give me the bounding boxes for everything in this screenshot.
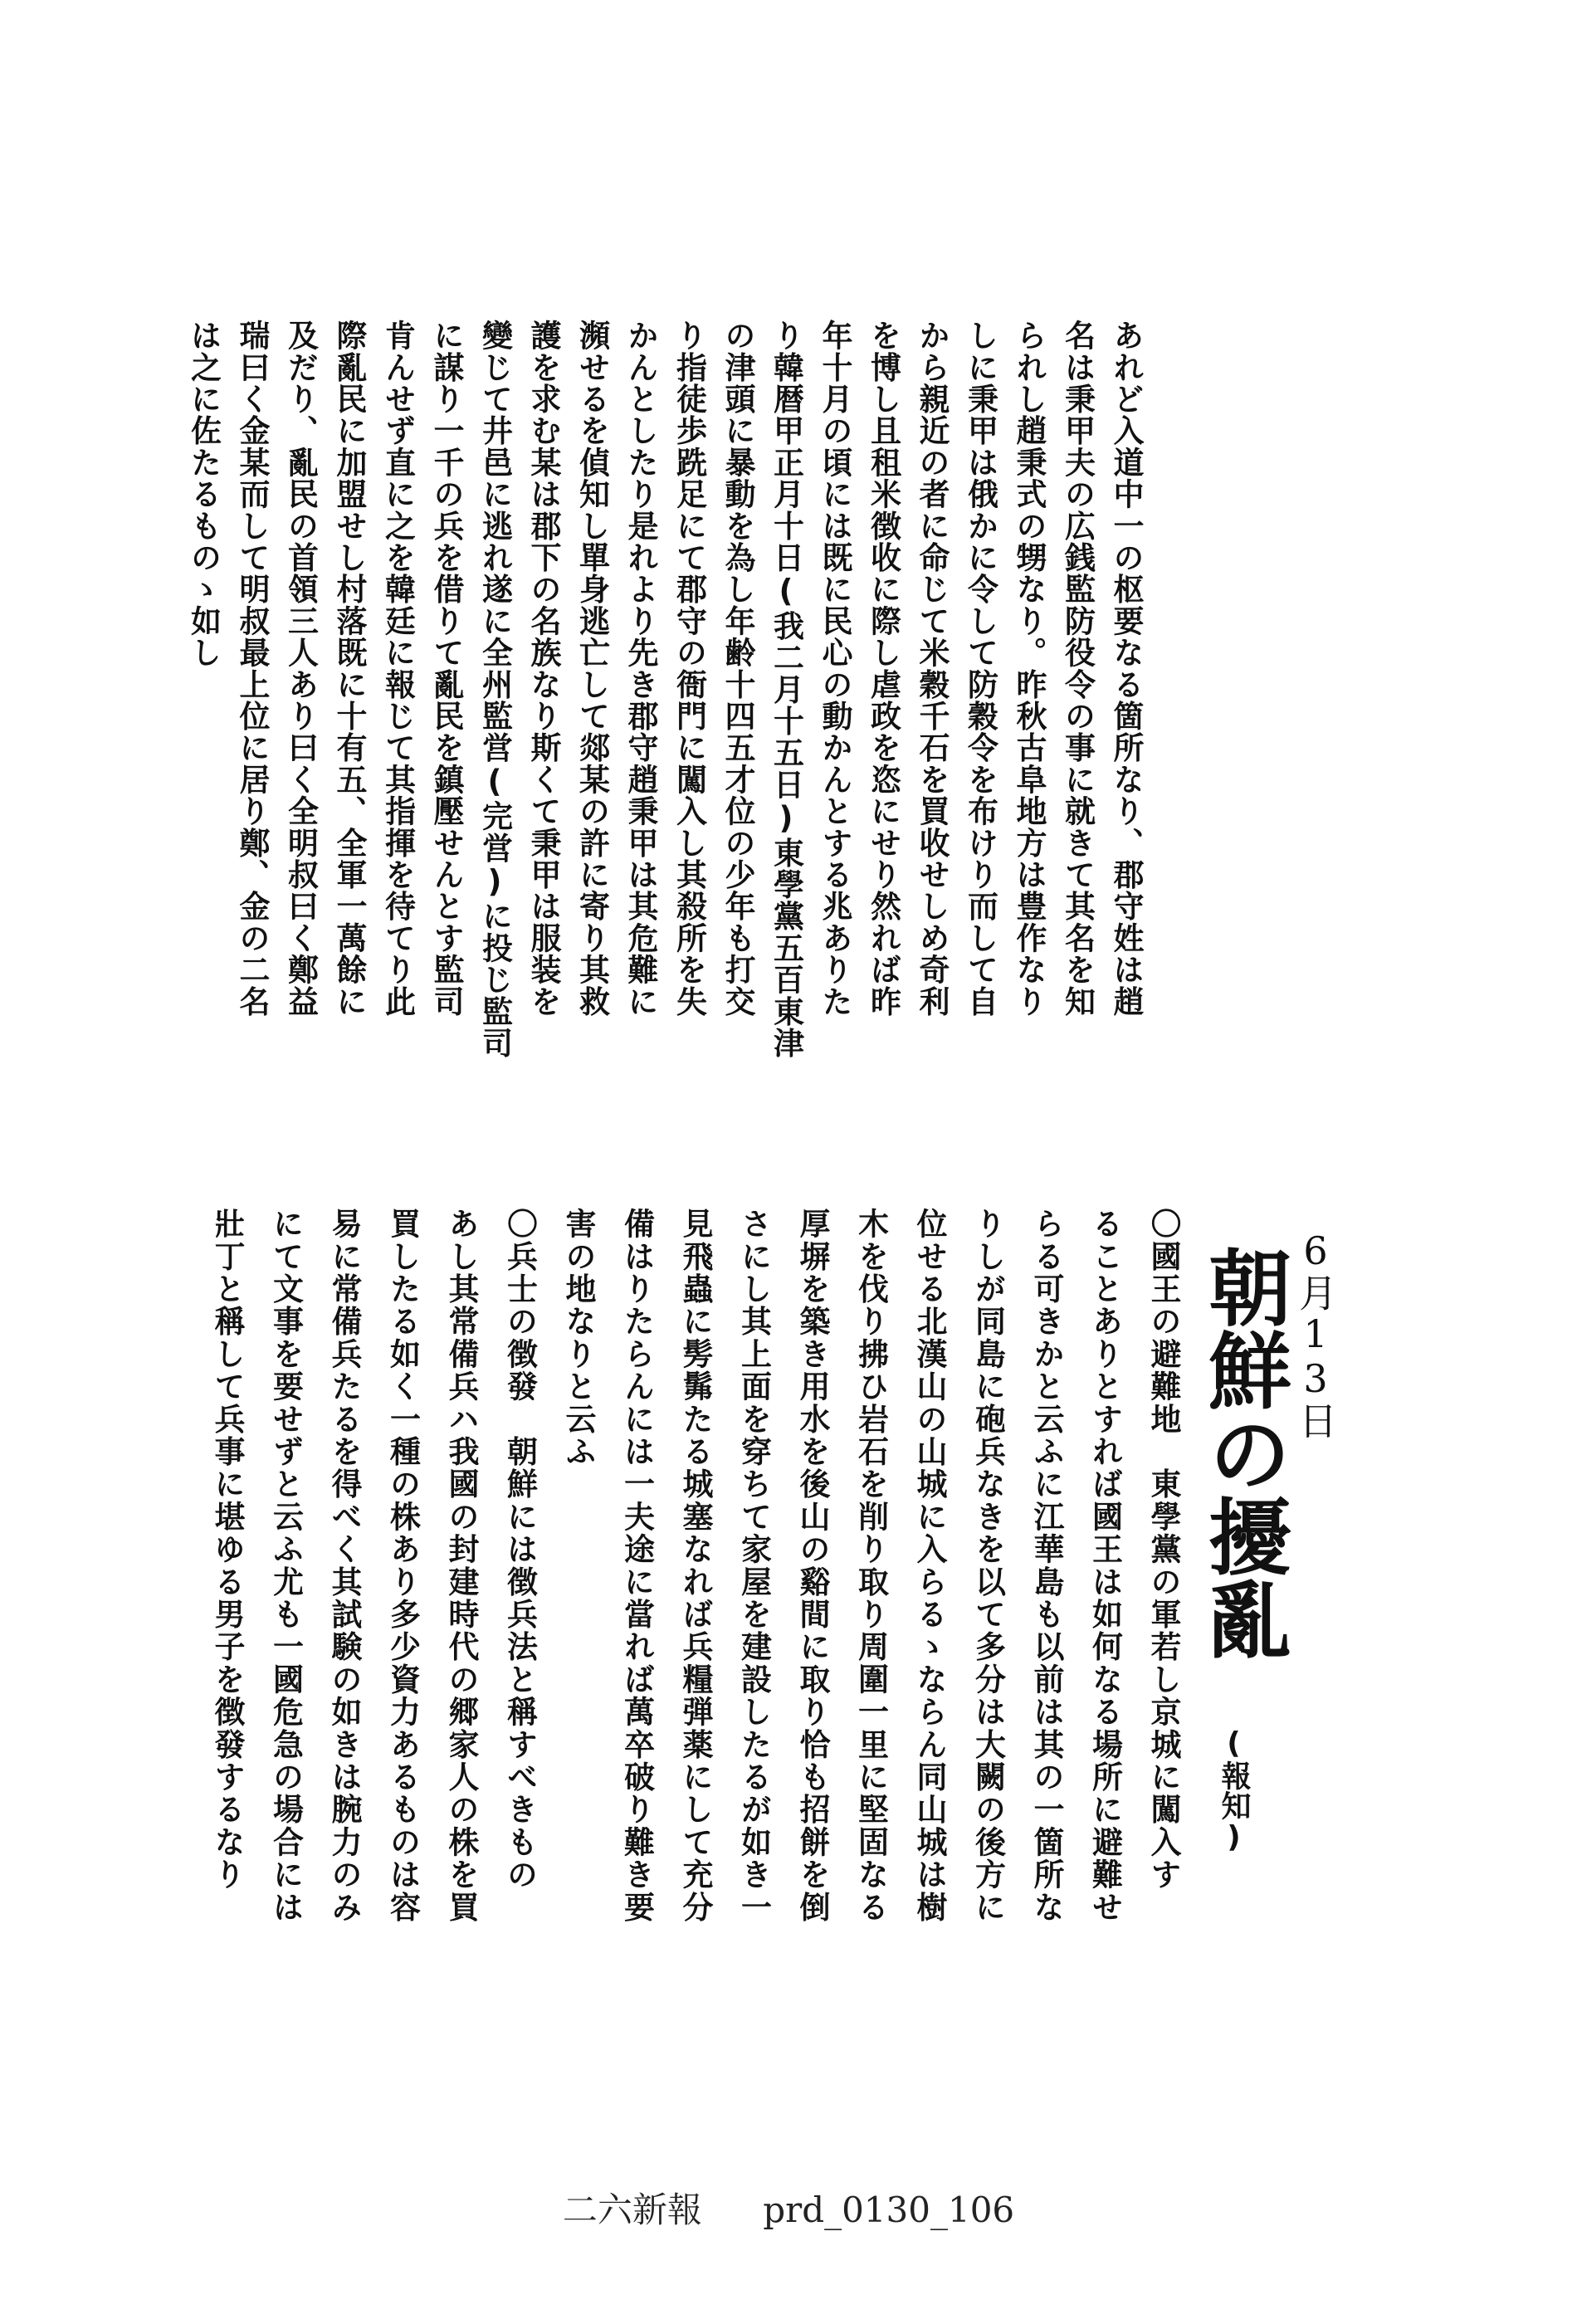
text-column: 名は秉甲夫の広銭監防役令の事に就きて其名を知	[1059, 320, 1096, 1018]
text-column: を博し且租米徴收に際し虐政を恣にせり然れば昨	[865, 320, 901, 1018]
text-column: にて文事を要せずと云ふ尤も一國危急の場合には	[267, 1208, 304, 1924]
text-column: は之に佐たるものゝ如し	[185, 320, 222, 669]
text-column: 肯んせず直に之を韓廷に報じて其指揮を待てり此	[379, 320, 416, 1018]
text-column: 年十月の頃には既に民心の動かんとする兆ありた	[817, 320, 852, 1018]
text-column: の津頭に暴動を為し年齢十四五才位の少年も打交	[720, 320, 755, 1018]
document-code: prd_0130_106	[763, 2190, 1015, 2230]
article-headline: 朝鮮の擾亂	[1194, 1245, 1292, 1660]
text-column: 及だり、亂民の首領三人あり曰く全明叔曰く鄭益	[282, 320, 319, 1018]
article-date: 6月13日	[1293, 1228, 1338, 1439]
text-column: 買したる如く一種の株あり多少資力あるものは容	[384, 1208, 421, 1924]
text-column: さにし其上面を穿ちて家屋を建設したるが如き一	[735, 1208, 772, 1924]
text-column: 備はりたらんには一夫途に當れば萬卒破り難き要	[618, 1208, 655, 1924]
text-column: あれど入道中一の枢要なる箇所なり、郡守姓は趙	[1108, 320, 1144, 1018]
text-column: 厚塀を築き用水を後山の谿間に取り恰も招餅を倒	[794, 1208, 830, 1924]
page-footer	[0, 2183, 1577, 2233]
text-column: かんとしたり是れより先き郡守趙秉甲は其危難に	[622, 320, 658, 1018]
text-column: りしが同島に砲兵なきを以て多分は大闕の後方に	[969, 1208, 1006, 1924]
text-column: 瀕せるを偵知し單身逃亡して郯某の許に寄り其救	[574, 320, 610, 1018]
article-source: (報知)	[1217, 1726, 1251, 1854]
text-column: しに秉甲は俄かに令して防穀令を布けり而して自	[962, 320, 998, 1018]
text-column: り韓暦甲正月十日(我二月十五日)東學黨五百東津	[768, 320, 804, 1059]
text-column: 木を伐り拂ひ岩石を削り取り周圍一里に堅固なる	[852, 1208, 889, 1924]
text-column: あし其常備兵ハ我國の封建時代の郷家人の株を買	[443, 1208, 479, 1924]
text-column: 護を求む某は郡下の名族なり斯くて秉甲は服装を	[525, 320, 561, 1018]
text-column: 際亂民に加盟せし村落既に十有五、全軍一萬餘に	[331, 320, 367, 1018]
text-column: 見飛蟲に髣髴たる城塞なれば兵糧弾薬にして充分	[677, 1208, 713, 1924]
text-column: られし趙秉式の甥なり。昨秋古阜地方は豊作なり	[1011, 320, 1047, 1018]
text-column: り指徒歩跣足にて郡守の衙門に闖入し其殺所を失	[671, 320, 707, 1018]
text-column: 變じて井邑に逃れ遂に全州監営(完営)に投じ監司	[476, 320, 513, 1059]
text-column: 害の地なりと云ふ	[560, 1208, 596, 1468]
text-column: 瑞曰く金某而して明叔最上位に居り鄭、金の二名	[234, 320, 270, 1018]
text-column: 易に常備兵たるを得べく其試験の如きは腕力のみ	[326, 1208, 362, 1924]
text-column: から親近の者に命じて米穀千石を買收せしめ奇利	[914, 320, 950, 1018]
text-column: 〇兵士の徴發 朝鮮には徴兵法と稱すべきもの	[501, 1208, 538, 1892]
text-column: 壯丁と稱して兵事に堪ゆる男子を徴發するなり	[209, 1208, 245, 1892]
text-column: ることありとすれば國王は如何なる場所に避難せ	[1086, 1208, 1123, 1924]
publication-name: 二六新報	[562, 2190, 702, 2230]
text-column: 〇國王の避難地 東學黨の軍若し京城に闖入す	[1145, 1208, 1181, 1892]
text-column: らる可きかと云ふに江華島も以前は其の一箇所な	[1028, 1208, 1064, 1924]
text-column: 位せる北漢山の山城に入らるゝならん同山城は樹	[911, 1208, 947, 1924]
text-column: に謀り一千の兵を借りて亂民を鎮壓せんとす監司	[428, 320, 464, 1018]
